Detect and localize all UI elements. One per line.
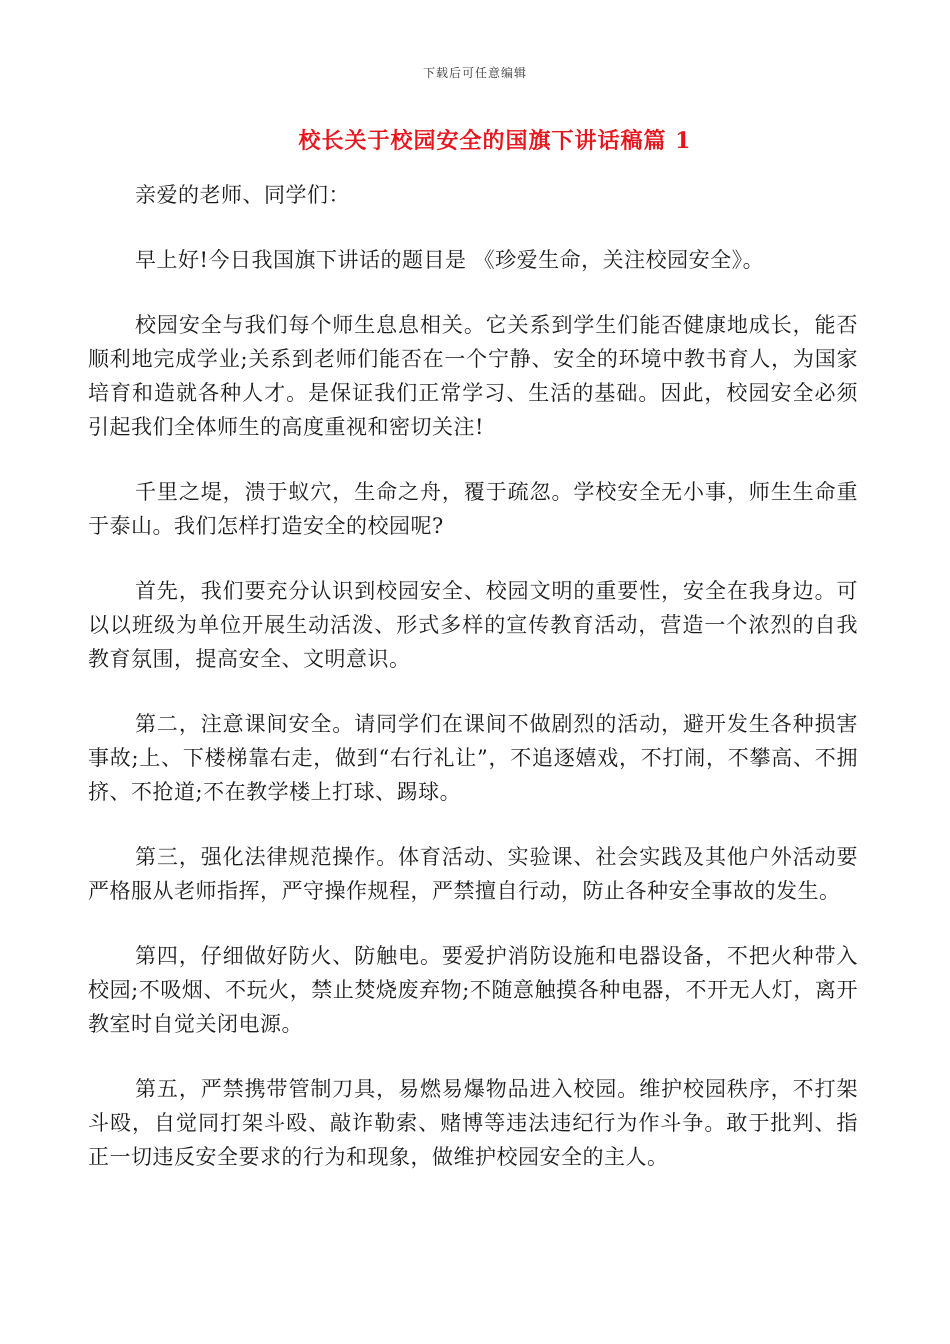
header-note: 下载后可任意编辑 (422, 66, 527, 80)
document-body (88, 178, 858, 1205)
paragraph-first: 首先，我们要充分认识到校园安全、校园文明的重要性，安全在我身边。可以以班级为单位开展生动活泼、形式多样的宣传教育活动，营造一个浓烈的自我教育氛围，提高安全、文明意识。 (88, 579, 858, 671)
paragraph-second: 第二，注意课间安全。请同学们在课间不做剧烈的活动，避开发生各种损害事故;上、下楼梯靠右走，做到“右行礼让”，不追逐嬉戏，不打闹，不攀高、不拥挤、不抢道;不在教学楼上打球、踢球。 (88, 712, 858, 804)
paragraph-question: 千里之堤，溃于蚁穴，生命之舟，覆于疏忽。学校安全无小事，师生生命重于泰山。我们怎样打造安全的校园呢? (88, 480, 858, 538)
paragraph-fifth: 第五，严禁携带管制刀具，易燃易爆物品进入校园。维护校园秩序，不打架斗殴，自觉同打架斗殴、敲诈勒索、赌博等违法违纪行为作斗争。敢于批判、指正一切违反安全要求的行为和现象，做维护校园安全的主人。 (88, 1077, 858, 1169)
paragraph-importance: 校园安全与我们每个师生息息相关。它关系到学生们能否健康地成长，能否顺利地完成学业;关系到老师们能否在一个宁静、安全的环境中教书育人，为国家培育和造就各种人才。是保证我们正常学习、生活的基础。因此，校园安全必须引起我们全体师生的高度重视和密切关注! (88, 313, 858, 439)
paragraph-fourth: 第四，仔细做好防火、防触电。要爱护消防设施和电器设备，不把火种带入校园;不吸烟、不玩火，禁止焚烧废弃物;不随意触摸各种电器，不开无人灯，离开教室时自觉关闭电源。 (88, 944, 858, 1036)
paragraph-topic: 早上好!今日我国旗下讲话的题目是 《珍爱生命，关注校园安全》。 (135, 248, 765, 272)
paragraph-third: 第三，强化法律规范操作。体育活动、实验课、社会实践及其他户外活动要严格服从老师指挥，严守操作规程，严禁擅自行动，防止各种安全事故的发生。 (88, 845, 858, 903)
paragraph-greeting: 亲爱的老师、同学们： (135, 183, 350, 207)
document-title: 校长关于校园安全的国旗下讲话稿篇 1 (298, 128, 692, 154)
